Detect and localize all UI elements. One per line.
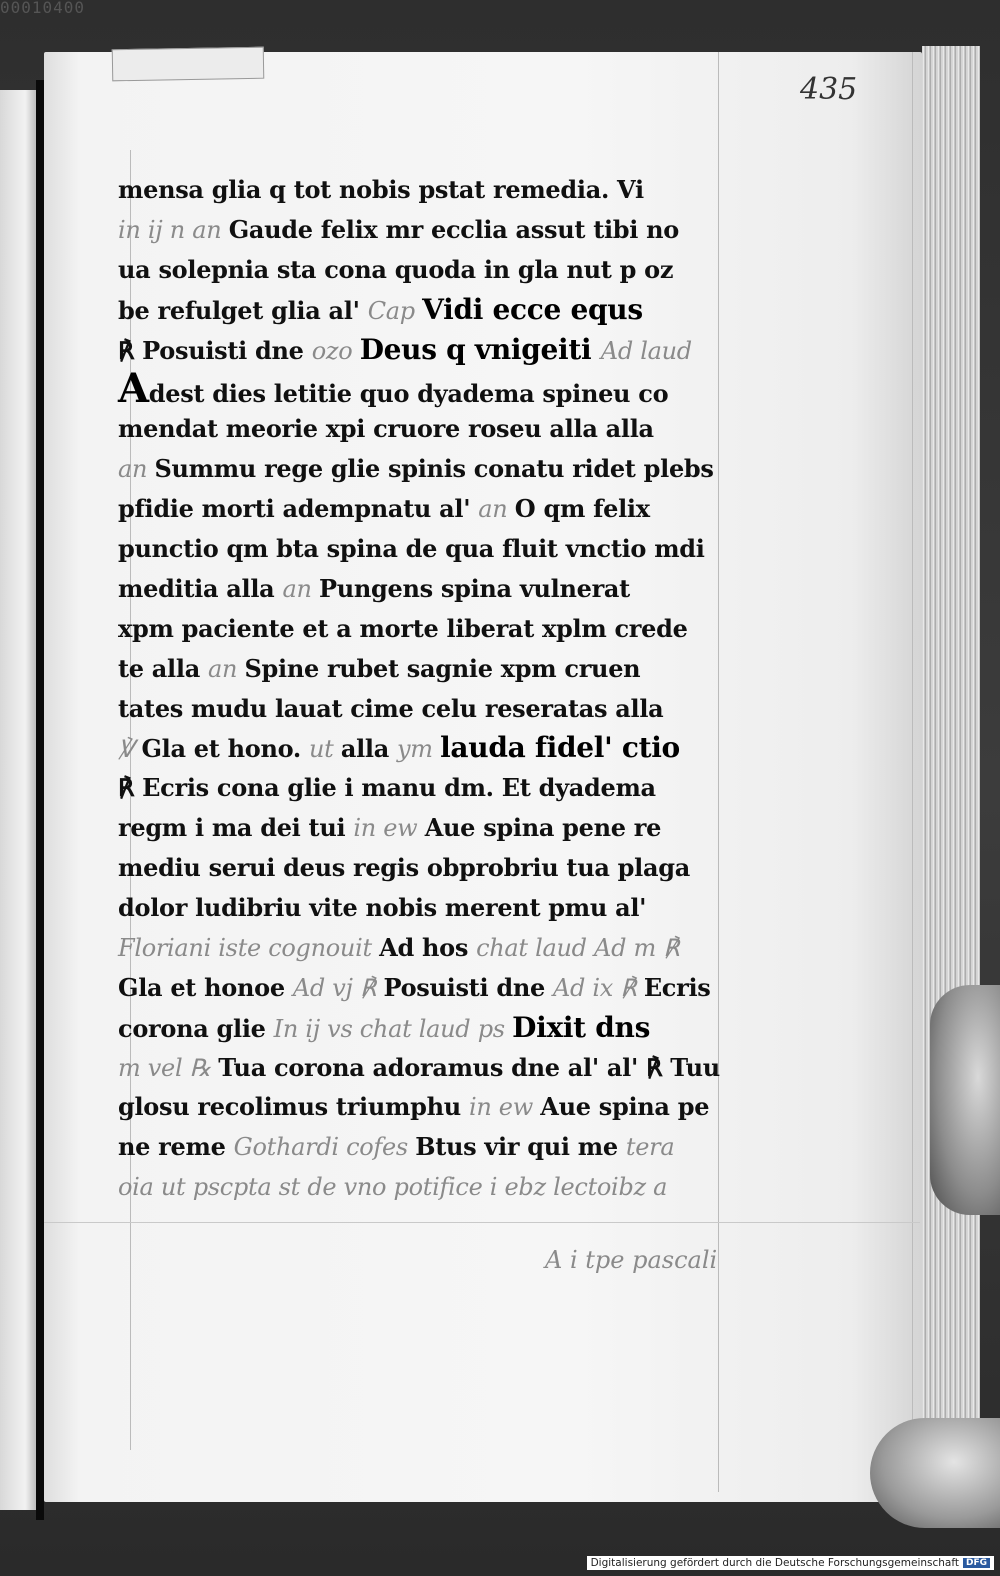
rubric-text: ozo (311, 336, 360, 365)
rubric-text: in ew (353, 814, 425, 843)
rubric-text: an (478, 495, 515, 524)
text-segment: mensa glia q tot nobis pstat remedia. Vi (118, 175, 644, 204)
text-line (118, 968, 778, 1008)
text-line (118, 768, 778, 808)
text-line (118, 1008, 778, 1048)
rubric-text: In ij vs chat laud ps (273, 1014, 513, 1043)
scan-id: 00010400 (0, 0, 86, 17)
text-segment: punctio qm bta spina de qua fluit vnctio mdi (118, 534, 705, 564)
rubric-text: m vel ℞ (118, 1053, 219, 1082)
text-segment: pfidie morti adempnatu al' (118, 494, 479, 524)
text-segment: Ecris (643, 972, 711, 1002)
text-segment: Vidi ecce equs (422, 292, 643, 326)
text-line (118, 1167, 778, 1207)
text-line (118, 1087, 778, 1127)
text-segment: Btus vir qui me (415, 1132, 626, 1162)
text-line (118, 689, 778, 729)
rubric-text: in ij n an (118, 215, 229, 244)
text-line (118, 250, 778, 290)
text-segment: be refulget glia al' (118, 295, 368, 325)
page-edges (922, 46, 980, 1506)
text-segment: dest dies letitie quo dyadema spineu co (148, 379, 669, 409)
manuscript-text-block (118, 170, 778, 1207)
rubric-text: in ew (468, 1093, 541, 1122)
text-segment: tates mudu lauat cime celu reseratas alla (118, 693, 664, 723)
text-segment: Posuisti dne (383, 972, 553, 1002)
rubric-text: tera (625, 1133, 675, 1162)
text-line (118, 569, 778, 609)
text-segment: Deus q vnigeiti (359, 332, 601, 366)
text-segment: ℟ Posuisti dne (118, 335, 312, 365)
text-line (118, 728, 778, 768)
text-line (118, 409, 778, 449)
text-segment: Gla et honoe (118, 972, 293, 1002)
text-line (118, 365, 778, 413)
rubric-text: ym (397, 735, 441, 764)
text-line (118, 848, 778, 888)
left-page-edge (0, 90, 38, 1510)
thumb-lower (870, 1418, 1000, 1528)
text-segment: mediu serui deus regis obprobriu tua plaga (118, 853, 690, 883)
text-segment: Aue spina pe (540, 1092, 710, 1122)
rubric-text: chat laud Ad m ℟ (476, 933, 680, 962)
text-segment: Aue spina pene re (424, 813, 662, 843)
rubric-text: Gothardi cofes (233, 1133, 416, 1162)
rubric-text: an (282, 574, 319, 603)
folio-number: 435 (800, 72, 858, 107)
text-segment: te alla (118, 653, 209, 683)
text-segment: regm i ma dei tui (118, 813, 354, 843)
rubric-text: an (208, 654, 245, 683)
text-line (118, 649, 778, 689)
ruling-bottom (44, 1222, 920, 1223)
rubric-text: Floriani iste cognouit (118, 933, 380, 962)
text-line (118, 290, 778, 330)
text-line (118, 1127, 778, 1167)
text-line (118, 529, 778, 569)
text-line (118, 489, 778, 529)
dfg-logo: DFG (963, 1558, 990, 1568)
text-segment: xpm paciente et a morte liberat xplm crede (118, 613, 688, 643)
text-line (118, 210, 778, 250)
text-line (118, 609, 778, 649)
text-segment: Pungens spina vulnerat (318, 573, 630, 603)
rubric-text: an (118, 455, 155, 484)
rubric-text: Ad vj ℟ (292, 973, 384, 1002)
thumb-holding-page (930, 985, 1000, 1215)
ruling-outer (912, 52, 913, 1492)
text-segment: ℟ Ecris cona glie i manu dm. Et dyadema (118, 773, 656, 803)
text-segment: Gaude felix mr ecclia assut tibi no (228, 214, 680, 244)
text-segment: ne reme (118, 1132, 234, 1162)
rubric-text: oia ut pscpta st de vno potifice i ebz lectoibz a (118, 1173, 668, 1202)
rubric-text: Cap (367, 296, 423, 325)
text-segment: mendat meorie xpi cruore roseu alla alla (118, 414, 654, 444)
rubric-text: Ad laud (600, 336, 692, 365)
text-segment: Summu rege glie spinis conatu ridet plebs (154, 454, 714, 484)
text-segment: dolor ludibriu vite nobis merent pmu al' (118, 893, 647, 923)
text-line (118, 330, 778, 370)
marginal-note: A i tpe pascali (545, 1246, 718, 1274)
text-segment: Spine rubet sagnie xpm cruen (244, 653, 641, 683)
rubric-text: ℣ (118, 735, 142, 764)
text-segment: meditia alla (118, 573, 283, 603)
rubric-text: Ad ix ℟ (553, 973, 644, 1002)
credit-text: Digitalisierung gefördert durch die Deutsche Forschungsgemeinschaft (590, 1557, 959, 1569)
text-segment: glosu recolimus triumphu (118, 1092, 469, 1122)
text-line (118, 888, 778, 928)
text-segment: Ad hos (379, 932, 477, 962)
funding-credit (587, 1556, 994, 1570)
text-segment: Gla et hono. (141, 734, 309, 764)
text-line (118, 928, 778, 968)
text-segment: alla (340, 734, 398, 764)
text-line (118, 170, 778, 210)
text-segment: Dixit dns (512, 1010, 651, 1044)
text-segment: ua solepnia sta cona quoda in gla nut p oz (118, 254, 674, 284)
binding-gutter (36, 80, 44, 1520)
text-segment: corona glie (118, 1013, 274, 1043)
paper-marker (112, 47, 265, 82)
text-segment: O qm felix (514, 494, 650, 524)
text-segment: lauda fidel' ctio (440, 731, 680, 765)
text-line (118, 449, 778, 489)
text-segment: Tua corona adoramus dne al' al' ℟ Tuu (218, 1052, 720, 1082)
rubric-text: ut (309, 735, 341, 764)
decorated-initial: A (118, 365, 149, 413)
text-line (118, 1048, 778, 1088)
text-line (118, 808, 778, 848)
